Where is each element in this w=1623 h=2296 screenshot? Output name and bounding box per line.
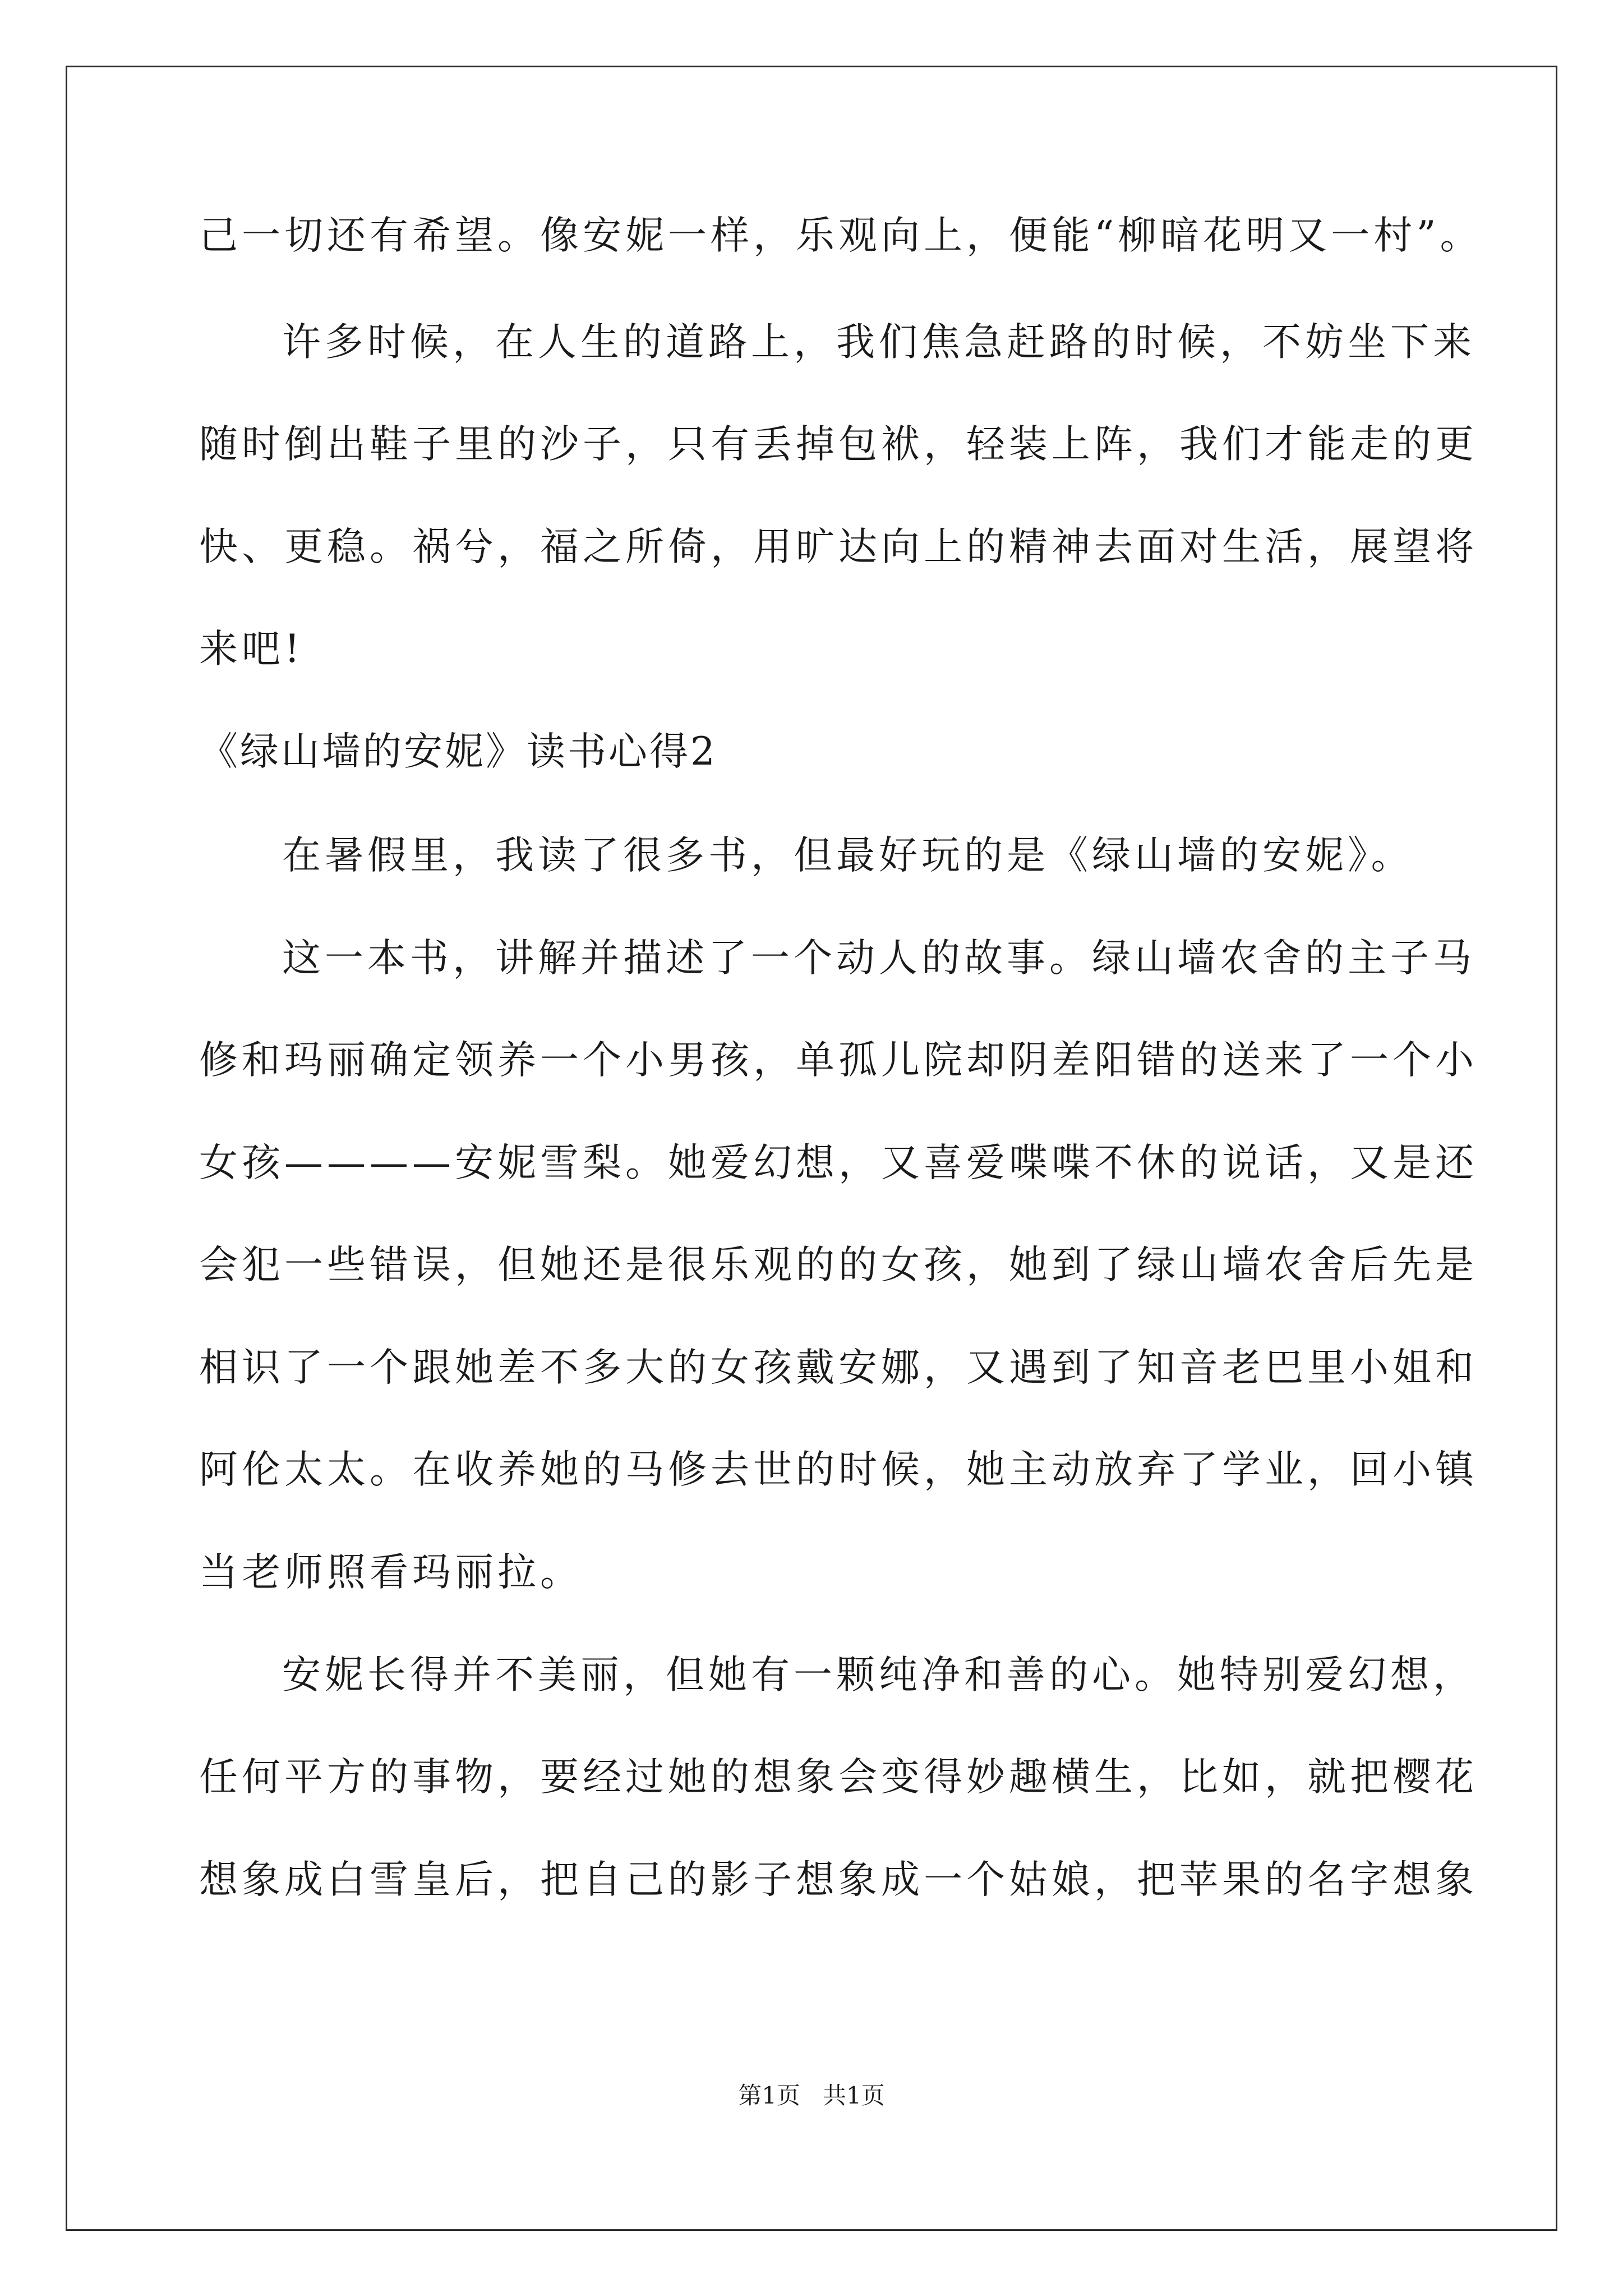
text-line: 修和玛丽确定领养一个小男孩，单孤儿院却阴差阳错的送来了一个小: [199, 1038, 1478, 1083]
text-line: 当老师照看玛丽拉。: [199, 1550, 583, 1595]
text-line: 阿伦太太。在收养她的马修去世的时候，她主动放弃了学业，回小镇: [199, 1447, 1478, 1492]
text-line: 女孩————安妮雪梨。她爱幻想，又喜爱喋喋不休的说话，又是还: [199, 1140, 1478, 1185]
paragraph-line: 这一本书，讲解并描述了一个动人的故事。绿山墙农舍的主子马: [282, 936, 1476, 981]
text-line: 想象成白雪皇后，把自己的影子想象成一个姑娘，把苹果的名字想象: [199, 1857, 1478, 1902]
paragraph-line: 在暑假里，我读了很多书，但最好玩的是《绿山墙的安妮》。: [282, 833, 1414, 878]
text-line: 随时倒出鞋子里的沙子，只有丢掉包袱，轻装上阵，我们才能走的更: [199, 422, 1478, 467]
text-line: 会犯一些错误，但她还是很乐观的的女孩，她到了绿山墙农舍后先是: [199, 1243, 1478, 1287]
page-footer: 第1页 共1页: [738, 2082, 885, 2109]
text-line: 快、更稳。祸兮，福之所倚，用旷达向上的精神去面对生活，展望将: [199, 524, 1478, 569]
text-line: 来吧!: [199, 627, 304, 671]
text-line: 己一切还有希望。像安妮一样，乐观向上，便能“柳暗花明又一村”。: [199, 213, 1483, 258]
paragraph-line: 许多时候，在人生的道路上，我们焦急赶路的时候，不妨坐下来: [282, 320, 1476, 365]
section-heading: 《绿山墙的安妮》读书心得2: [199, 729, 717, 774]
text-line: 任何平方的事物，要经过她的想象会变得妙趣横生，比如，就把樱花: [199, 1755, 1478, 1800]
text-line: 相识了一个跟她差不多大的女孩戴安娜，又遇到了知音老巴里小姐和: [199, 1345, 1478, 1390]
paragraph-line: 安妮长得并不美丽，但她有一颗纯净和善的心。她特别爱幻想，: [282, 1653, 1476, 1697]
